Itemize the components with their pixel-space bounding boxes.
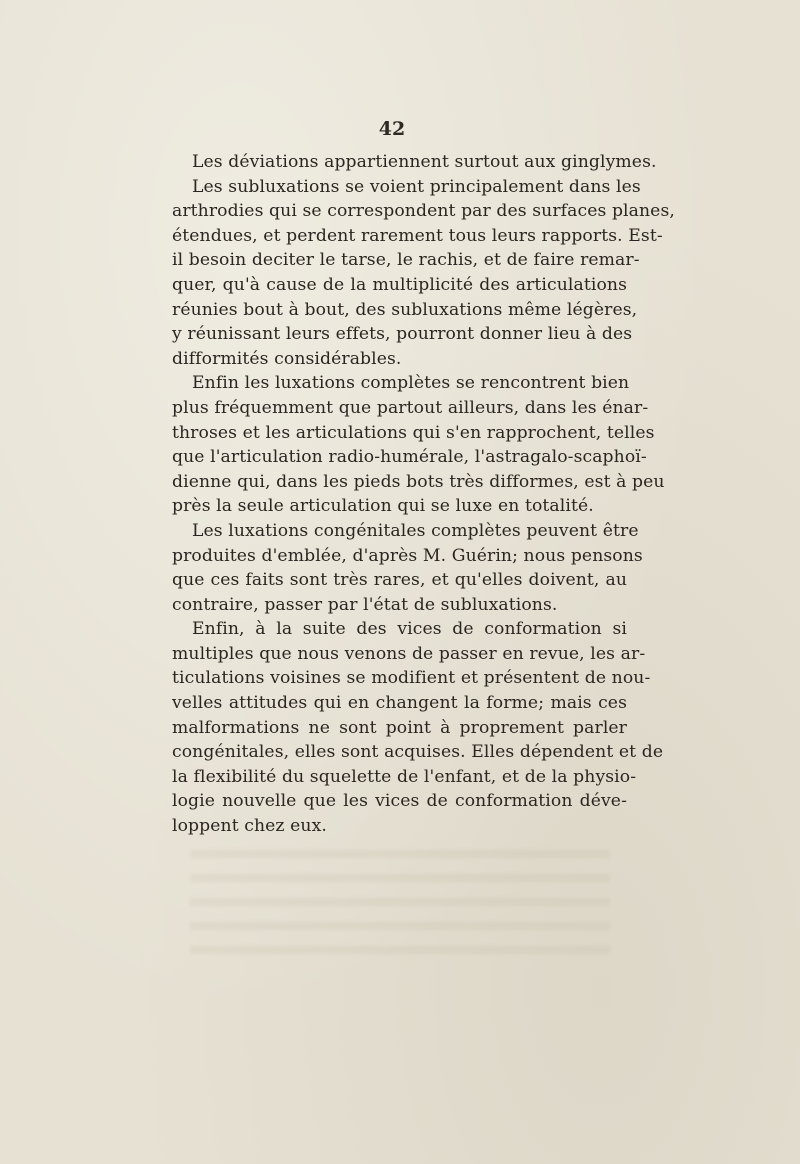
text-line: multiples que nous venons de passer en revue, les ar- [172, 643, 646, 664]
body-text [172, 150, 675, 839]
text-line: plus fréquemment que partout ailleurs, dans les énar- [172, 397, 649, 418]
text-line: arthrodies qui se correspondent par des surfaces planes, [172, 201, 675, 222]
text-line: produites d'emblée, d'après M. Guérin; nous pensons [172, 545, 643, 566]
text-line: Les subluxations se voient principalement dans les [192, 176, 641, 197]
text-line: Les déviations appartiennent surtout aux ginglymes. [192, 152, 657, 172]
text-line: y réunissant leurs effets, pourront donner lieu à des [172, 324, 633, 345]
text-line: réunies bout à bout, des subluxations même légères, [172, 299, 638, 320]
text-line: Enfin les luxations complètes se rencontrent bien [192, 373, 630, 394]
text-line: quer, qu'à cause de la multiplicité des articulations [172, 274, 627, 295]
bleed-through-shadow [190, 850, 610, 960]
text-line: Les luxations congénitales complètes peuvent être [192, 520, 639, 541]
text-line: ticulations voisines se modifient et présentent de nou- [172, 668, 651, 689]
text-line: dienne qui, dans les pieds bots très difformes, est à peu [172, 471, 665, 492]
text-line: loppent chez eux. [172, 816, 327, 837]
page-number: 42 [378, 118, 406, 140]
text-line: étendues, et perdent rarement tous leurs rapports. Est- [172, 225, 663, 246]
text-line: contraire, passer par l'état de subluxations. [172, 594, 558, 615]
text-line: que l'articulation radio-humérale, l'astragalo-scaphoï- [172, 447, 647, 468]
text-line: la flexibilité du squelette de l'enfant, et de la physio- [172, 766, 637, 787]
text-line: que ces faits sont très rares, et qu'elles doivent, au [172, 570, 627, 591]
text-line: difformités considérables. [172, 348, 402, 369]
text-line: malformations ne sont point à proprement parler [172, 717, 627, 738]
text-line: il besoin deciter le tarse, le rachis, et de faire remar- [172, 250, 640, 271]
text-line: velles attitudes qui en changent la forme; mais ces [172, 693, 627, 714]
text-line: près la seule articulation qui se luxe en totalité. [172, 496, 594, 517]
text-line: congénitales, elles sont acquises. Elles dépendent et de [172, 742, 664, 763]
text-line: throses et les articulations qui s'en rapprochent, telles [172, 422, 655, 443]
text-line: Enfin, à la suite des vices de conformation si [192, 619, 627, 640]
text-line: logie nouvelle que les vices de conformation déve- [172, 791, 627, 812]
